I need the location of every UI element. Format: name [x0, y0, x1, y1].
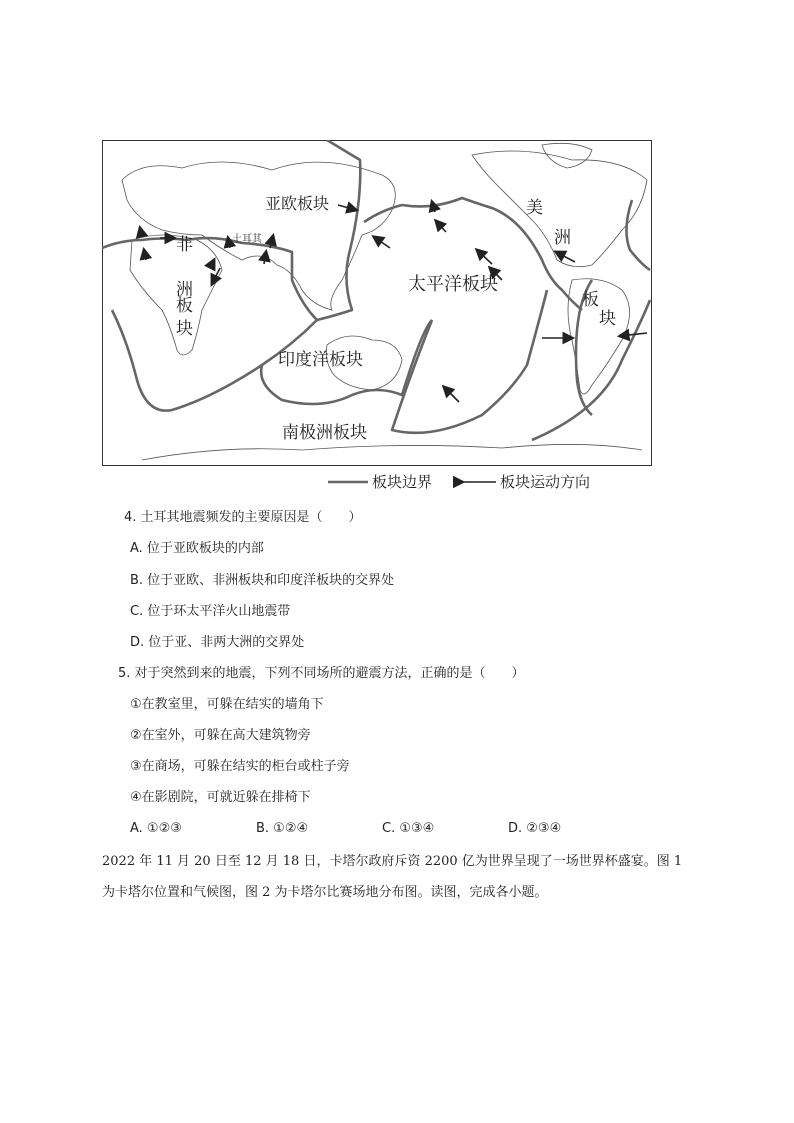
label-pacific-plate: 太平洋板块	[408, 274, 498, 295]
question-5-stem: 5. 对于突然到来的地震，下列不同场所的避震方法，正确的是（ ）	[118, 666, 525, 681]
label-antarctic-plate: 南极洲板块	[282, 423, 367, 443]
question-5-statement-3: ③在商场，可躲在结实的柜台或柱子旁	[130, 759, 350, 774]
question-4-option-d: D. 位于亚、非两大洲的交界处	[130, 635, 305, 650]
plate-map-svg	[102, 140, 652, 466]
passage-line-2: 为卡塔尔位置和气候图，图 2 为卡塔尔比赛场地分布图。读图，完成各小题。	[102, 885, 548, 900]
map-legend	[326, 472, 626, 492]
label-american-1: 美	[526, 198, 543, 218]
question-5-statement-2: ②在室外，可躲在高大建筑物旁	[130, 728, 311, 743]
label-african-3: 板	[176, 296, 193, 316]
label-american-3: 板	[582, 290, 599, 310]
label-african-4: 块	[176, 319, 193, 339]
question-4-option-c: C. 位于环太平洋火山地震带	[130, 604, 291, 619]
question-5-statement-1: ①在教室里，可躲在结实的墙角下	[130, 697, 324, 712]
label-african-1: 非	[176, 235, 193, 255]
question-5-option-c: C. ①③④	[382, 821, 435, 836]
question-4-option-a: A. 位于亚欧板块的内部	[130, 541, 264, 556]
question-5-option-d: D. ②③④	[508, 821, 562, 836]
label-american-2: 洲	[554, 228, 571, 248]
question-5-option-a: A. ①②③	[130, 821, 182, 836]
label-american-4: 块	[599, 309, 616, 329]
question-5-option-b: B. ①②④	[256, 821, 309, 836]
label-eurasian-plate: 亚欧板块	[265, 194, 330, 213]
question-5-statement-4: ④在影剧院，可就近躲在排椅下	[130, 790, 311, 805]
label-african-2: 洲	[176, 280, 193, 300]
passage-line-1: 2022 年 11 月 20 日至 12 月 18 日，卡塔尔政府斥资 2200 亿为世界呈现了一场世界杯盛宴。图 1	[102, 854, 683, 869]
label-turkey: 土耳其	[232, 234, 262, 245]
legend-direction-label: 板块运动方向	[500, 473, 591, 491]
label-indian-plate: 印度洋板块	[278, 350, 363, 370]
question-4-stem: 4. 土耳其地震频发的主要原因是（ ）	[124, 510, 362, 525]
legend-boundary-label: 板块边界	[372, 473, 433, 491]
question-4-option-b: B. 位于亚欧、非洲板块和印度洋板块的交界处	[130, 573, 395, 588]
plate-map	[102, 140, 652, 466]
